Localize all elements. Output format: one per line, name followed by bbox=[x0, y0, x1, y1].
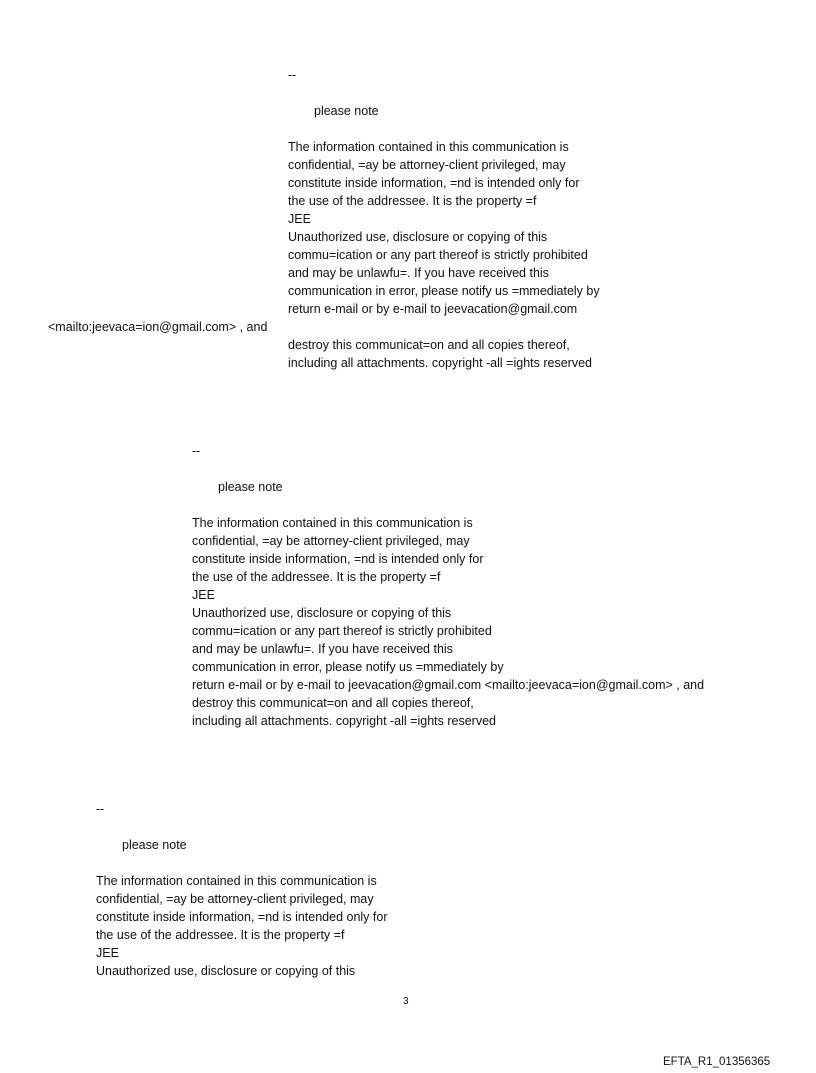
block2-line: commu=ication or any part thereof is strictly prohibited bbox=[192, 624, 492, 638]
block1-line: JEE bbox=[288, 212, 311, 226]
block1-line: commu=ication or any part thereof is strictly prohibited bbox=[288, 248, 588, 262]
block1-line: the use of the addressee. It is the property =f bbox=[288, 194, 537, 208]
block1-please-note: please note bbox=[314, 104, 379, 118]
block1-line: The information contained in this communication is bbox=[288, 140, 569, 154]
block1-line: including all attachments. copyright -all =ights reserved bbox=[288, 356, 592, 370]
block2-line: communication in error, please notify us =mmediately by bbox=[192, 660, 504, 674]
block2-line: destroy this communicat=on and all copies thereof, bbox=[192, 696, 474, 710]
block3-please-note: please note bbox=[122, 838, 187, 852]
block1-line: return e-mail or by e-mail to jeevacation@gmail.com bbox=[288, 302, 578, 316]
block2-line: The information contained in this communication is bbox=[192, 516, 473, 530]
block2-line: the use of the addressee. It is the property =f bbox=[192, 570, 441, 584]
block2-line: return e-mail or by e-mail to jeevacation@gmail.com <mailto:jeevaca=ion@gmail.com> , and bbox=[192, 678, 705, 692]
block2-line: confidential, =ay be attorney-client privileged, may bbox=[192, 534, 470, 548]
block3-line: the use of the addressee. It is the property =f bbox=[96, 928, 345, 942]
block3-line: constitute inside information, =nd is intended only for bbox=[96, 910, 388, 924]
block2-line: constitute inside information, =nd is intended only for bbox=[192, 552, 484, 566]
block3-line: Unauthorized use, disclosure or copying of this bbox=[96, 964, 356, 978]
block1-line: Unauthorized use, disclosure or copying of this bbox=[288, 230, 548, 244]
block2-line: including all attachments. copyright -all =ights reserved bbox=[192, 714, 496, 728]
block1-line: and may be unlawfu=. If you have received this bbox=[288, 266, 549, 280]
block1-dash: -- bbox=[288, 68, 297, 82]
block1-line: communication in error, please notify us =mmediately by bbox=[288, 284, 600, 298]
page-number: 3 bbox=[403, 996, 409, 1007]
block1-line: confidential, =ay be attorney-client privileged, may bbox=[288, 158, 566, 172]
block3-line: The information contained in this communication is bbox=[96, 874, 377, 888]
block1-line: destroy this communicat=on and all copies thereof, bbox=[288, 338, 570, 352]
block2-dash: -- bbox=[192, 444, 201, 458]
block2-line: Unauthorized use, disclosure or copying of this bbox=[192, 606, 452, 620]
block2-please-note: please note bbox=[218, 480, 283, 494]
block3-line: confidential, =ay be attorney-client privileged, may bbox=[96, 892, 374, 906]
document-id: EFTA_R1_01356365 bbox=[663, 1056, 771, 1068]
block2-line: and may be unlawfu=. If you have received this bbox=[192, 642, 453, 656]
block2-line: JEE bbox=[192, 588, 215, 602]
block3-dash: -- bbox=[96, 802, 105, 816]
block1-line: constitute inside information, =nd is intended only for bbox=[288, 176, 580, 190]
block1-mailto-line: <mailto:jeevaca=ion@gmail.com> , and bbox=[48, 320, 268, 334]
block3-line: JEE bbox=[96, 946, 119, 960]
